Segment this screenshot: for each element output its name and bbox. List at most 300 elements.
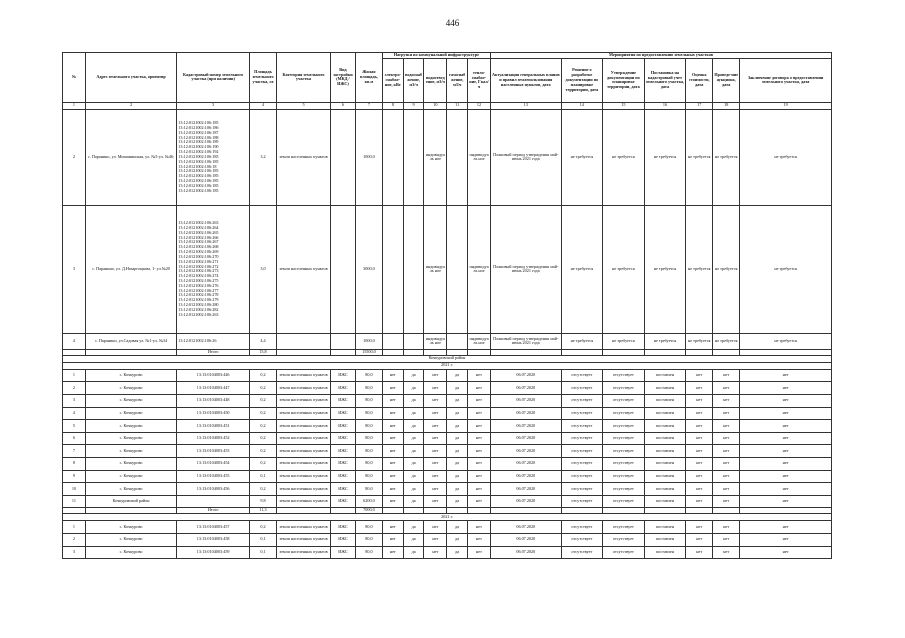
row-category: земли населенных пунктов <box>276 395 330 408</box>
header-category: Категория земельного участка <box>276 53 330 103</box>
row-heat: нет <box>468 395 491 408</box>
row-m17: нет <box>686 432 713 445</box>
row-plan: 06.07.2020 <box>490 533 561 546</box>
row-heat: нет <box>468 369 491 382</box>
district-section-label: Кочкуровский район <box>63 355 832 362</box>
row-m18: нет <box>713 521 740 534</box>
cadastral-number: 13:12:0121002:106:271 <box>178 258 219 264</box>
row-elec: нет <box>382 546 403 559</box>
row-m14: отсутствует <box>561 546 603 559</box>
header-infra-4: газоснабжение, м3/ч <box>447 58 468 102</box>
land-plots-table <box>62 52 832 559</box>
row-cadastral: 13:13:0104003:448 <box>177 395 250 408</box>
row-gas <box>447 205 468 333</box>
row-number: 2 <box>63 109 86 205</box>
row-cadastral: 13:13:0104003:453 <box>177 445 250 458</box>
row-m16: поставлен <box>644 483 686 496</box>
row-m18: нет <box>713 546 740 559</box>
row-plan: 06.07.2020 <box>490 369 561 382</box>
row-cadastral <box>177 333 250 349</box>
row-m15: отсутствует <box>603 445 645 458</box>
column-number: 3 <box>177 102 250 109</box>
cadastral-number: 13:12:0121002:106:192 <box>178 149 219 155</box>
total-capacity: 7000,0 <box>355 508 382 514</box>
row-number: 3 <box>63 546 86 559</box>
row-number: 10 <box>63 483 86 496</box>
total-area: 11,3 <box>249 508 276 514</box>
row-sewer: индивидуаль ное <box>424 333 447 349</box>
row-gas: да <box>447 495 468 508</box>
row-address: с. Паранино, ул. Мишанинская, ул. №5-ул. №46; <box>85 109 176 205</box>
row-area: 0,2 <box>249 382 276 395</box>
row-address: с. Кочкурово <box>85 521 176 534</box>
row-address: с. Кочкурово <box>85 420 176 433</box>
row-m15: отсутствует <box>603 382 645 395</box>
header-cadastral: Кадастровый номер земельного участка (при наличии) <box>177 53 250 103</box>
header-infra-3: водоотведение, м3/ч <box>424 58 447 102</box>
year-section-2 <box>63 514 832 521</box>
table-row <box>63 483 832 496</box>
row-capacity: 80,0 <box>355 407 382 420</box>
row-elec: нет <box>382 432 403 445</box>
row-area: 0,2 <box>249 483 276 496</box>
total-label: Итого <box>177 508 250 514</box>
row-sewer: нет <box>424 382 447 395</box>
row-category: земли населенных пунктов <box>276 457 330 470</box>
row-construction: ИЖС <box>331 470 356 483</box>
table-row <box>63 333 832 349</box>
row-elec: нет <box>382 407 403 420</box>
row-address: с. Кочкурово <box>85 546 176 559</box>
row-construction <box>331 109 356 205</box>
row-m18: нет <box>713 420 740 433</box>
row-m14: отсутствует <box>561 483 603 496</box>
row-construction: ИЖС <box>331 457 356 470</box>
row-number: 6 <box>63 432 86 445</box>
row-area: 3,2 <box>249 109 276 205</box>
row-m16: поставлен <box>644 445 686 458</box>
table-row <box>63 546 832 559</box>
row-category: земли населенных пунктов <box>276 407 330 420</box>
row-address: с. Кочкурово <box>85 445 176 458</box>
row-category: земли населенных пунктов <box>276 369 330 382</box>
row-m16: поставлен <box>644 395 686 408</box>
cadastral-number: 13:12:0121002:106:280 <box>178 302 219 308</box>
header-measure-3: Утверждение документации по планировке территории, дата <box>603 58 645 102</box>
row-m15: отсутствует <box>603 395 645 408</box>
row-m17: нет <box>686 495 713 508</box>
row-m14: отсутствует <box>561 432 603 445</box>
row-cadastral: 13:13:0104003:454 <box>177 457 250 470</box>
row-construction: ИЖС <box>331 395 356 408</box>
row-m15: отсутствует <box>603 420 645 433</box>
cadastral-number: 13:12:0121002:106:185 <box>178 178 219 184</box>
row-water: да <box>403 382 424 395</box>
row-area: 0,2 <box>249 432 276 445</box>
row-capacity: 80,0 <box>355 546 382 559</box>
row-capacity: 80,0 <box>355 483 382 496</box>
header-measure-5: Оценка стоимости, дата <box>686 58 713 102</box>
row-address: с. Кочкурово <box>85 407 176 420</box>
row-m15: отсутствует <box>603 483 645 496</box>
row-sewer: нет <box>424 546 447 559</box>
row-m16: поставлен <box>644 407 686 420</box>
row-cadastral: 13:13:0104003:456 <box>177 483 250 496</box>
header-measure-4: Постановка на кадастровый учет земельного участка, дата <box>644 58 686 102</box>
row-heat: нет <box>468 432 491 445</box>
row-plan: 06.07.2020 <box>490 382 561 395</box>
header-num: № <box>63 53 86 103</box>
row-heat: нет <box>468 483 491 496</box>
row-sewer: индивидуаль ное <box>424 205 447 333</box>
row-construction: ИЖС <box>331 382 356 395</box>
row-m16: поставлен <box>644 382 686 395</box>
row-gas: да <box>447 457 468 470</box>
header-infra-1: электро-снабже-ние, кВт <box>382 58 403 102</box>
row-heat: индивидуаль ное <box>468 109 491 205</box>
cadastral-number: 13:12:0121002:106:187 <box>178 129 219 135</box>
row-water: да <box>403 533 424 546</box>
column-number: 8 <box>382 102 403 109</box>
row-m19: нет <box>740 382 832 395</box>
row-sewer: нет <box>424 521 447 534</box>
row-heat: индивидуаль ное <box>468 333 491 349</box>
row-heat: нет <box>468 533 491 546</box>
row-m17: нет <box>686 521 713 534</box>
cadastral-number: 13:12:0121002:106:185 <box>178 153 219 159</box>
header-infra-5: тепло-снабже-ние, Гкал/ч <box>468 58 491 102</box>
row-m19: не требуется <box>740 109 832 205</box>
row-cadastral: 13:13:0104003:452 <box>177 432 250 445</box>
row-m16: поставлен <box>644 457 686 470</box>
row-m19: нет <box>740 432 832 445</box>
row-heat: нет <box>468 495 491 508</box>
row-category <box>276 333 330 349</box>
row-m15: не требуется <box>603 333 645 349</box>
row-elec <box>382 205 403 333</box>
table-row <box>63 395 832 408</box>
column-number: 16 <box>644 102 686 109</box>
row-cadastral <box>177 495 250 508</box>
row-elec: нет <box>382 395 403 408</box>
table-row <box>63 457 832 470</box>
row-sewer: нет <box>424 407 447 420</box>
row-m18: нет <box>713 457 740 470</box>
row-number: 3 <box>63 205 86 333</box>
row-area: 0,2 <box>249 395 276 408</box>
row-m15: отсутствует <box>603 432 645 445</box>
row-m14: отсутствует <box>561 395 603 408</box>
row-m18: нет <box>713 407 740 420</box>
row-plan: Плановый период утверждения май-июнь 2021 года <box>490 109 561 205</box>
row-m16: не требуется <box>644 333 686 349</box>
column-number: 14 <box>561 102 603 109</box>
row-elec: нет <box>382 369 403 382</box>
row-plan: 06.07.2020 <box>490 521 561 534</box>
row-capacity: 80,0 <box>355 457 382 470</box>
cadastral-number: 13:12:0121002:106:265 <box>178 229 219 235</box>
row-m15: отсутствует <box>603 495 645 508</box>
row-gas: да <box>447 445 468 458</box>
header-measure-1: Актуализация генеральных планов и правил землепользования населенных пунктов, дата <box>490 58 561 102</box>
row-address: с. Кочкурово <box>85 369 176 382</box>
row-m18: не требуется <box>713 109 740 205</box>
header-area: Площадь земельного участка, га <box>249 53 276 103</box>
header-infra-group: Нагрузки по коммунальной инфраструктуре <box>382 53 490 59</box>
row-number: 4 <box>63 333 86 349</box>
row-water: да <box>403 445 424 458</box>
row-capacity: 80,0 <box>355 533 382 546</box>
row-m18: нет <box>713 369 740 382</box>
row-m14: не требуется <box>561 333 603 349</box>
row-water <box>403 109 424 205</box>
row-area: 4,4 <box>249 333 276 349</box>
row-cadastral: 13:13:0104003:450 <box>177 407 250 420</box>
column-number: 12 <box>468 102 491 109</box>
column-number: 17 <box>686 102 713 109</box>
row-m14: отсутствует <box>561 382 603 395</box>
row-gas: да <box>447 432 468 445</box>
row-m19: нет <box>740 470 832 483</box>
row-sewer: нет <box>424 495 447 508</box>
row-m17: нет <box>686 533 713 546</box>
row-gas: да <box>447 382 468 395</box>
row-capacity: 1000,0 <box>355 109 382 205</box>
row-m16: поставлен <box>644 470 686 483</box>
cadastral-number: 13:12:0121002:106:186 <box>178 124 219 130</box>
header-infra-2: водоснабжение, м3/ч <box>403 58 424 102</box>
row-category: земли населенных пунктов <box>276 533 330 546</box>
row-m18: нет <box>713 395 740 408</box>
row-sewer: нет <box>424 432 447 445</box>
row-construction: ИЖС <box>331 483 356 496</box>
cadastral-number: 13:12:0121002:106:189 <box>178 139 219 145</box>
row-capacity: 80,0 <box>355 470 382 483</box>
year-section-label: 2021 г. <box>63 362 832 369</box>
cadastral-number: 13:12:0121002:106:185 <box>178 158 219 164</box>
row-m18: нет <box>713 470 740 483</box>
column-number: 13 <box>490 102 561 109</box>
table-row <box>63 470 832 483</box>
row-sewer: нет <box>424 420 447 433</box>
row-area: 3,0 <box>249 205 276 333</box>
cadastral-number: 13:12:0121002:106:268 <box>178 244 219 250</box>
total-area: 15,8 <box>249 349 276 355</box>
row-gas: да <box>447 395 468 408</box>
row-elec: нет <box>382 533 403 546</box>
row-plan: 06.07.2020 <box>490 420 561 433</box>
row-water: да <box>403 457 424 470</box>
year-section <box>63 362 832 369</box>
row-water <box>403 205 424 333</box>
row-number: 2 <box>63 533 86 546</box>
row-gas: да <box>447 470 468 483</box>
header-measure-2: Решение о разработке документации по планировке территории, дата <box>561 58 603 102</box>
column-number: 7 <box>355 102 382 109</box>
table-row <box>63 521 832 534</box>
row-number: 9 <box>63 470 86 483</box>
row-plan: 06.07.2020 <box>490 546 561 559</box>
row-address: с. Кочкурово <box>85 395 176 408</box>
row-construction: ИЖС <box>331 369 356 382</box>
row-address: Кочкуровский район <box>85 495 176 508</box>
row-capacity: 80,0 <box>355 382 382 395</box>
row-number: 2 <box>63 382 86 395</box>
cadastral-number: 13:12:0121002:106:185 <box>178 120 219 126</box>
row-water: да <box>403 470 424 483</box>
row-cadastral: 13:13:0104003:459 <box>177 546 250 559</box>
row-m15: не требуется <box>603 205 645 333</box>
cadastral-number: 13:12:0121002:106:272 <box>178 263 219 269</box>
row-m17: нет <box>686 445 713 458</box>
cadastral-number: 13:12:0121002:106:190 <box>178 144 219 150</box>
row-gas <box>447 333 468 349</box>
row-m19: нет <box>740 369 832 382</box>
row-number: 3 <box>63 395 86 408</box>
row-address: с. Паранино, ул.Садовая ул. №1-ул. №34 <box>85 333 176 349</box>
row-heat: нет <box>468 382 491 395</box>
row-category: земли населенных пунктов <box>276 495 330 508</box>
cadastral-number: 13:12:0121002:106:276 <box>178 282 219 288</box>
row-water: да <box>403 420 424 433</box>
row-address: с. Кочкурово <box>85 382 176 395</box>
cadastral-number: 13:12:0121002:106:274 <box>178 273 219 279</box>
row-area: 9,8 <box>249 495 276 508</box>
column-number: 10 <box>424 102 447 109</box>
row-water <box>403 333 424 349</box>
header-construction: Вид застройки (МКД / ИЖС) <box>331 53 356 103</box>
row-m18: нет <box>713 382 740 395</box>
row-plan: Плановый период утверждения май-июнь 2021 года <box>490 205 561 333</box>
row-construction <box>331 205 356 333</box>
row-gas <box>447 109 468 205</box>
header-measures-group: Мероприятия по предоставлению земельных участков <box>490 53 831 59</box>
row-m16: поставлен <box>644 533 686 546</box>
row-elec: нет <box>382 420 403 433</box>
row-m17: нет <box>686 420 713 433</box>
row-water: да <box>403 395 424 408</box>
row-number: 11 <box>63 495 86 508</box>
row-gas: да <box>447 483 468 496</box>
row-heat: нет <box>468 407 491 420</box>
cadastral-number: 13:12:0121002:106:279 <box>178 297 219 303</box>
column-number: 2 <box>85 102 176 109</box>
table-row <box>63 369 832 382</box>
cadastral-number: 13:12:0121002:106:185 <box>178 187 219 193</box>
row-m14: отсутствует <box>561 533 603 546</box>
column-number: 1 <box>63 102 86 109</box>
row-m17: нет <box>686 483 713 496</box>
row-water: да <box>403 432 424 445</box>
row-m14: отсутствует <box>561 457 603 470</box>
row-category: земли населенных пунктов <box>276 420 330 433</box>
row-construction: ИЖС <box>331 521 356 534</box>
row-m16: поставлен <box>644 495 686 508</box>
row-cadastral: 13:13:0104003:455 <box>177 470 250 483</box>
row-category: земли населенных пунктов <box>276 432 330 445</box>
row-area: 0,2 <box>249 457 276 470</box>
row-water: да <box>403 495 424 508</box>
row-plan: 06.07.2020 <box>490 483 561 496</box>
row-water: да <box>403 407 424 420</box>
row-m17: нет <box>686 407 713 420</box>
row-area: 0,2 <box>249 369 276 382</box>
row-cadastral <box>177 205 250 333</box>
row-m14: отсутствует <box>561 495 603 508</box>
row-m16: не требуется <box>644 109 686 205</box>
row-m15: отсутствует <box>603 470 645 483</box>
table-row <box>63 445 832 458</box>
row-construction: ИЖС <box>331 546 356 559</box>
row-gas: да <box>447 369 468 382</box>
row-area: 0,1 <box>249 533 276 546</box>
row-construction: ИЖС <box>331 407 356 420</box>
row-m15: отсутствует <box>603 521 645 534</box>
row-cadastral: 13:13:0104003:458 <box>177 533 250 546</box>
row-m19: нет <box>740 521 832 534</box>
row-elec: нет <box>382 495 403 508</box>
header-measure-7: Заключение договора о предоставлении земельного участка, дата <box>740 58 832 102</box>
row-plan: 06.07.2020 <box>490 445 561 458</box>
row-m19: нет <box>740 546 832 559</box>
row-m19: нет <box>740 407 832 420</box>
row-m19: нет <box>740 457 832 470</box>
row-number: 1 <box>63 369 86 382</box>
row-area: 0,2 <box>249 407 276 420</box>
row-m19: не требуется <box>740 205 832 333</box>
row-capacity: 80,0 <box>355 432 382 445</box>
table-row <box>63 495 832 508</box>
row-m14: отсутствует <box>561 407 603 420</box>
row-address: с. Паранино, ул. Д.Назаргоцкова, 1- ул.№20 <box>85 205 176 333</box>
row-cadastral: 13:13:0104003:447 <box>177 382 250 395</box>
year-section-2-label: 2021 г. <box>63 514 832 521</box>
row-heat: нет <box>468 457 491 470</box>
row-elec: нет <box>382 483 403 496</box>
row-water: да <box>403 483 424 496</box>
row-m18: нет <box>713 495 740 508</box>
cadastral-number: 13:12:0121002:106:26 <box>178 337 217 343</box>
header-measure-6: Проведе-ние аукциона, дата <box>713 58 740 102</box>
cadastral-number: 13:12:0121002:106:278 <box>178 292 219 298</box>
table-row <box>63 109 832 205</box>
cadastral-number: 13:12:0121002:106:277 <box>178 287 219 293</box>
cadastral-number: 13:12:0121002:106:275 <box>178 277 219 283</box>
row-sewer: нет <box>424 369 447 382</box>
row-heat: нет <box>468 420 491 433</box>
row-construction: ИЖС <box>331 495 356 508</box>
column-number: 6 <box>331 102 356 109</box>
row-m14: отсутствует <box>561 470 603 483</box>
row-capacity: 80,0 <box>355 395 382 408</box>
row-number: 5 <box>63 420 86 433</box>
row-category: земли населенных пунктов <box>276 109 330 205</box>
cadastral-number: 13:12:0121002:106:282 <box>178 306 219 312</box>
row-gas: да <box>447 521 468 534</box>
row-m16: поставлен <box>644 369 686 382</box>
row-elec: нет <box>382 470 403 483</box>
row-m14: отсутствует <box>561 521 603 534</box>
row-heat: нет <box>468 521 491 534</box>
row-m19: нет <box>740 395 832 408</box>
row-plan: 06.07.2020 <box>490 432 561 445</box>
row-m18: не требуется <box>713 205 740 333</box>
row-elec <box>382 333 403 349</box>
row-capacity: 80,0 <box>355 445 382 458</box>
row-construction: ИЖС <box>331 420 356 433</box>
table-row <box>63 432 832 445</box>
row-plan: 06.07.2020 <box>490 470 561 483</box>
